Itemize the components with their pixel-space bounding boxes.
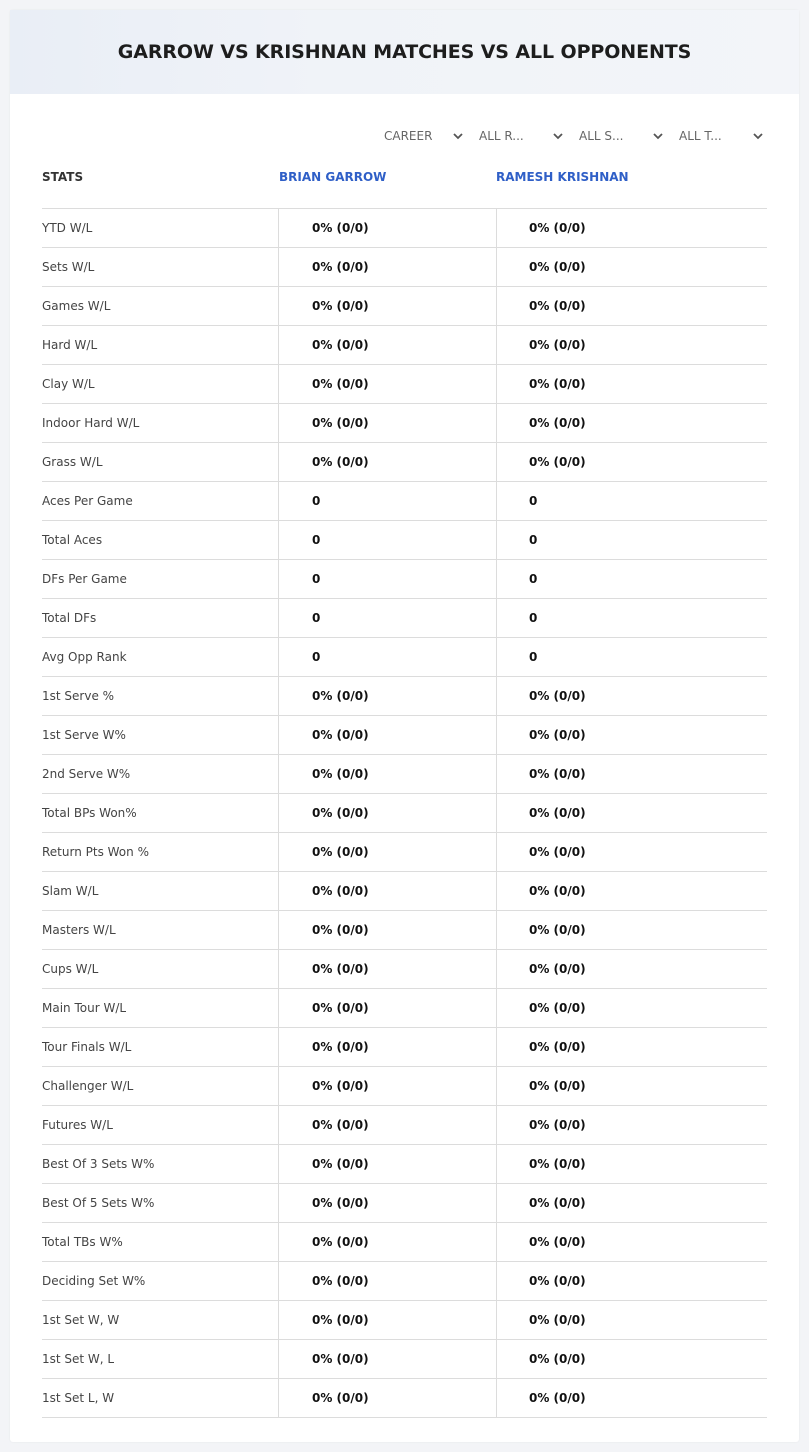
player2-stat-value: 0% (0/0): [496, 950, 767, 988]
stat-label: Challenger W/L: [42, 1079, 134, 1093]
player1-stat-value: 0: [278, 599, 496, 637]
table-row: [42, 209, 767, 248]
stat-label: Cups W/L: [42, 962, 99, 976]
filter-value: CAREER: [384, 129, 433, 143]
stat-label: Return Pts Won %: [42, 845, 149, 859]
player1-stat-value: 0% (0/0): [278, 443, 496, 481]
player1-stat-value: 0% (0/0): [278, 989, 496, 1027]
player2-stat-value: 0% (0/0): [496, 872, 767, 910]
table-row: [42, 560, 767, 599]
stat-label: Sets W/L: [42, 260, 95, 274]
table-row: [42, 521, 767, 560]
table-row: [42, 404, 767, 443]
chevron-down-icon: [652, 130, 664, 142]
stat-label: Indoor Hard W/L: [42, 416, 140, 430]
table-row: [42, 1028, 767, 1067]
player1-stat-value: 0% (0/0): [278, 248, 496, 286]
stat-label: Best Of 3 Sets W%: [42, 1157, 155, 1171]
table-row: [42, 1379, 767, 1418]
player1-stat-value: 0: [278, 482, 496, 520]
stat-label: Masters W/L: [42, 923, 116, 937]
player1-stat-value: 0% (0/0): [278, 1106, 496, 1144]
player2-stat-value: 0% (0/0): [496, 677, 767, 715]
stat-label: Total TBs W%: [42, 1235, 123, 1249]
player2-stat-value: 0% (0/0): [496, 755, 767, 793]
player2-stat-value: 0% (0/0): [496, 1301, 767, 1339]
chevron-down-icon: [452, 130, 464, 142]
table-row: [42, 365, 767, 404]
player2-stat-value: 0% (0/0): [496, 326, 767, 364]
stat-label: 1st Serve %: [42, 689, 115, 703]
filter-value: ALL S...: [579, 129, 624, 143]
player2-stat-value: 0: [496, 638, 767, 676]
player1-link[interactable]: BRIAN GARROW: [279, 170, 387, 184]
page-title: GARROW VS KRISHNAN MATCHES VS ALL OPPONENTS: [117, 41, 692, 63]
player2-stat-value: 0% (0/0): [496, 443, 767, 481]
player1-stat-value: 0% (0/0): [278, 1184, 496, 1222]
player1-stat-value: 0: [278, 521, 496, 559]
player2-stat-value: 0% (0/0): [496, 1184, 767, 1222]
career-filter-select[interactable]: [384, 126, 464, 146]
stat-label: Total BPs Won%: [42, 806, 137, 820]
player2-stat-value: 0% (0/0): [496, 1379, 767, 1417]
player1-stat-value: 0% (0/0): [278, 404, 496, 442]
player1-stat-value: 0% (0/0): [278, 1223, 496, 1261]
player1-stat-value: 0% (0/0): [278, 287, 496, 325]
table-row: [42, 1067, 767, 1106]
player2-stat-value: 0% (0/0): [496, 287, 767, 325]
stats-column-header: STATS: [42, 170, 84, 184]
chevron-down-icon: [752, 130, 764, 142]
stat-label: Slam W/L: [42, 884, 99, 898]
player2-stat-value: 0: [496, 560, 767, 598]
player2-stat-value: 0% (0/0): [496, 248, 767, 286]
table-row: [42, 287, 767, 326]
player1-stat-value: 0% (0/0): [278, 1067, 496, 1105]
stats-card: [10, 10, 799, 1442]
tournament-filter-select[interactable]: [679, 126, 764, 146]
player2-stat-value: 0% (0/0): [496, 209, 767, 247]
round-filter-select[interactable]: [479, 126, 564, 146]
player2-stat-value: 0% (0/0): [496, 911, 767, 949]
table-row: [42, 1184, 767, 1223]
player1-stat-value: 0% (0/0): [278, 1262, 496, 1300]
table-row: [42, 950, 767, 989]
stat-label: Best Of 5 Sets W%: [42, 1196, 155, 1210]
filter-value: ALL T...: [679, 129, 722, 143]
table-row: [42, 1106, 767, 1145]
table-row: [42, 911, 767, 950]
player1-stat-value: 0: [278, 638, 496, 676]
table-row: [42, 833, 767, 872]
player1-stat-value: 0% (0/0): [278, 209, 496, 247]
player1-stat-value: 0% (0/0): [278, 755, 496, 793]
player2-stat-value: 0% (0/0): [496, 989, 767, 1027]
player2-stat-value: 0% (0/0): [496, 794, 767, 832]
filter-value: ALL R...: [479, 129, 524, 143]
table-row: [42, 1223, 767, 1262]
player2-stat-value: 0: [496, 599, 767, 637]
player1-stat-value: 0% (0/0): [278, 794, 496, 832]
player1-stat-value: 0% (0/0): [278, 911, 496, 949]
stat-label: Total DFs: [42, 611, 97, 625]
table-row: [42, 248, 767, 287]
stat-label: 1st Set W, W: [42, 1313, 120, 1327]
table-row: [42, 716, 767, 755]
player2-stat-value: 0% (0/0): [496, 1028, 767, 1066]
player1-stat-value: 0% (0/0): [278, 326, 496, 364]
player2-stat-value: 0% (0/0): [496, 716, 767, 754]
player2-stat-value: 0% (0/0): [496, 1262, 767, 1300]
chevron-down-icon: [552, 130, 564, 142]
player1-stat-value: 0: [278, 560, 496, 598]
table-row: [42, 482, 767, 521]
card-header: [10, 10, 799, 94]
player1-stat-value: 0% (0/0): [278, 1340, 496, 1378]
table-row: [42, 326, 767, 365]
stat-label: 1st Set W, L: [42, 1352, 115, 1366]
stat-label: YTD W/L: [42, 221, 93, 235]
stat-label: Grass W/L: [42, 455, 103, 469]
player2-stat-value: 0% (0/0): [496, 1223, 767, 1261]
player2-stat-value: 0: [496, 521, 767, 559]
stat-label: Main Tour W/L: [42, 1001, 127, 1015]
player1-stat-value: 0% (0/0): [278, 1028, 496, 1066]
stat-label: Avg Opp Rank: [42, 650, 127, 664]
stat-label: Futures W/L: [42, 1118, 113, 1132]
table-row: [42, 599, 767, 638]
surface-filter-select[interactable]: [579, 126, 664, 146]
table-row: [42, 989, 767, 1028]
table-row: [42, 1262, 767, 1301]
table-row: [42, 1145, 767, 1184]
table-row: [42, 794, 767, 833]
stat-label: 2nd Serve W%: [42, 767, 131, 781]
player1-stat-value: 0% (0/0): [278, 872, 496, 910]
table-row: [42, 638, 767, 677]
player1-stat-value: 0% (0/0): [278, 950, 496, 988]
player2-stat-value: 0: [496, 482, 767, 520]
player2-stat-value: 0% (0/0): [496, 1106, 767, 1144]
stat-label: Total Aces: [42, 533, 103, 547]
player2-stat-value: 0% (0/0): [496, 833, 767, 871]
player2-stat-value: 0% (0/0): [496, 1067, 767, 1105]
table-row: [42, 1301, 767, 1340]
stat-label: Deciding Set W%: [42, 1274, 146, 1288]
table-row: [42, 677, 767, 716]
player2-stat-value: 0% (0/0): [496, 1145, 767, 1183]
player2-link[interactable]: RAMESH KRISHNAN: [496, 170, 629, 184]
player1-stat-value: 0% (0/0): [278, 833, 496, 871]
filter-bar: [10, 126, 799, 146]
stat-label: Tour Finals W/L: [42, 1040, 132, 1054]
table-row: [42, 1340, 767, 1379]
player1-stat-value: 0% (0/0): [278, 365, 496, 403]
player1-stat-value: 0% (0/0): [278, 1301, 496, 1339]
player1-stat-value: 0% (0/0): [278, 677, 496, 715]
stat-label: Aces Per Game: [42, 494, 133, 508]
table-row: [42, 443, 767, 482]
player1-stat-value: 0% (0/0): [278, 1145, 496, 1183]
player2-stat-value: 0% (0/0): [496, 1340, 767, 1378]
stat-label: 1st Set L, W: [42, 1391, 115, 1405]
stat-label: 1st Serve W%: [42, 728, 126, 742]
table-row: [42, 872, 767, 911]
player2-stat-value: 0% (0/0): [496, 365, 767, 403]
player2-stat-value: 0% (0/0): [496, 404, 767, 442]
stat-label: Hard W/L: [42, 338, 98, 352]
stat-label: Games W/L: [42, 299, 111, 313]
player1-stat-value: 0% (0/0): [278, 716, 496, 754]
table-row: [42, 755, 767, 794]
player1-stat-value: 0% (0/0): [278, 1379, 496, 1417]
stat-label: Clay W/L: [42, 377, 95, 391]
stats-table: [42, 208, 767, 1418]
stat-label: DFs Per Game: [42, 572, 127, 586]
